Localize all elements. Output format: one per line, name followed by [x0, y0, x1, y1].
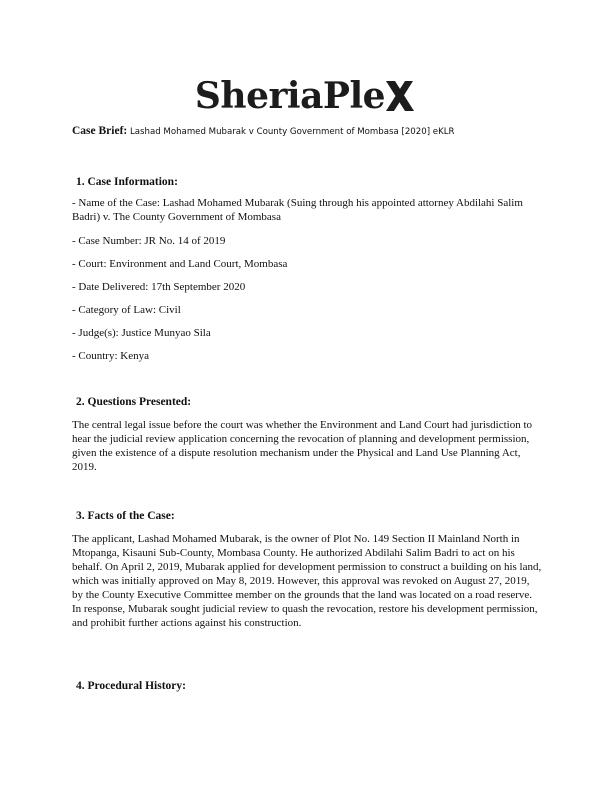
case-info-judges: - Judge(s): Justice Munyao Sila [72, 327, 211, 339]
case-info-category: - Category of Law: Civil [72, 304, 181, 316]
case-info-name: - Name of the Case: Lashad Mohamed Mubarak (Suing through his appointed attorney Abdilahi Salim Badri) v. The County Government of Mombasa [72, 197, 523, 223]
x-mark-icon [383, 79, 417, 113]
case-brief-title: Lashad Mohamed Mubarak v County Government of Mombasa [2020] eKLR [130, 127, 455, 137]
sheriaplex-logo [0, 75, 612, 117]
section-heading-procedural-history: 4. Procedural History: [76, 680, 186, 692]
case-info-country: - Country: Kenya [72, 350, 149, 362]
logo-wordmark: SheriaPle [194, 75, 386, 117]
section-heading-questions-presented: 2. Questions Presented: [76, 396, 192, 408]
questions-presented-body: The central legal issue before the court was whether the Environment and Land Court had jurisdiction to hear the judicial review application concerning the revocation of planning and development permission, given the existence of a dispute resolution mechanism under the Physical and Land Use Planning Act, 2019. [72, 419, 533, 473]
facts-body: The applicant, Lashad Mohamed Mubarak, is the owner of Plot No. 149 Section II Mainland North in Mtopanga, Kisauni Sub-County, Mombasa County. He authorized Abdilahi Salim Badri to act on his behalf. On April 2, 2019, Mubarak applied for development permission to construct a building on his land, which was initially approved on May 8, 2019. However, this approval was revoked on August 27, 2019, by the County Executive Committee member on the grounds that the land was located on a road reserve. In response, Mubarak sought judicial review to quash the revocation, restore his development permission, and prohibit further actions against his construction. [72, 533, 542, 629]
case-brief-line [72, 125, 454, 137]
section-heading-facts: 3. Facts of the Case: [76, 510, 175, 522]
case-info-number: - Case Number: JR No. 14 of 2019 [72, 235, 226, 247]
case-brief-label: Case Brief: [72, 125, 128, 137]
case-info-court: - Court: Environment and Land Court, Mombasa [72, 258, 288, 270]
case-info-date: - Date Delivered: 17th September 2020 [72, 281, 246, 293]
section-heading-case-information: 1. Case Information: [76, 176, 178, 188]
